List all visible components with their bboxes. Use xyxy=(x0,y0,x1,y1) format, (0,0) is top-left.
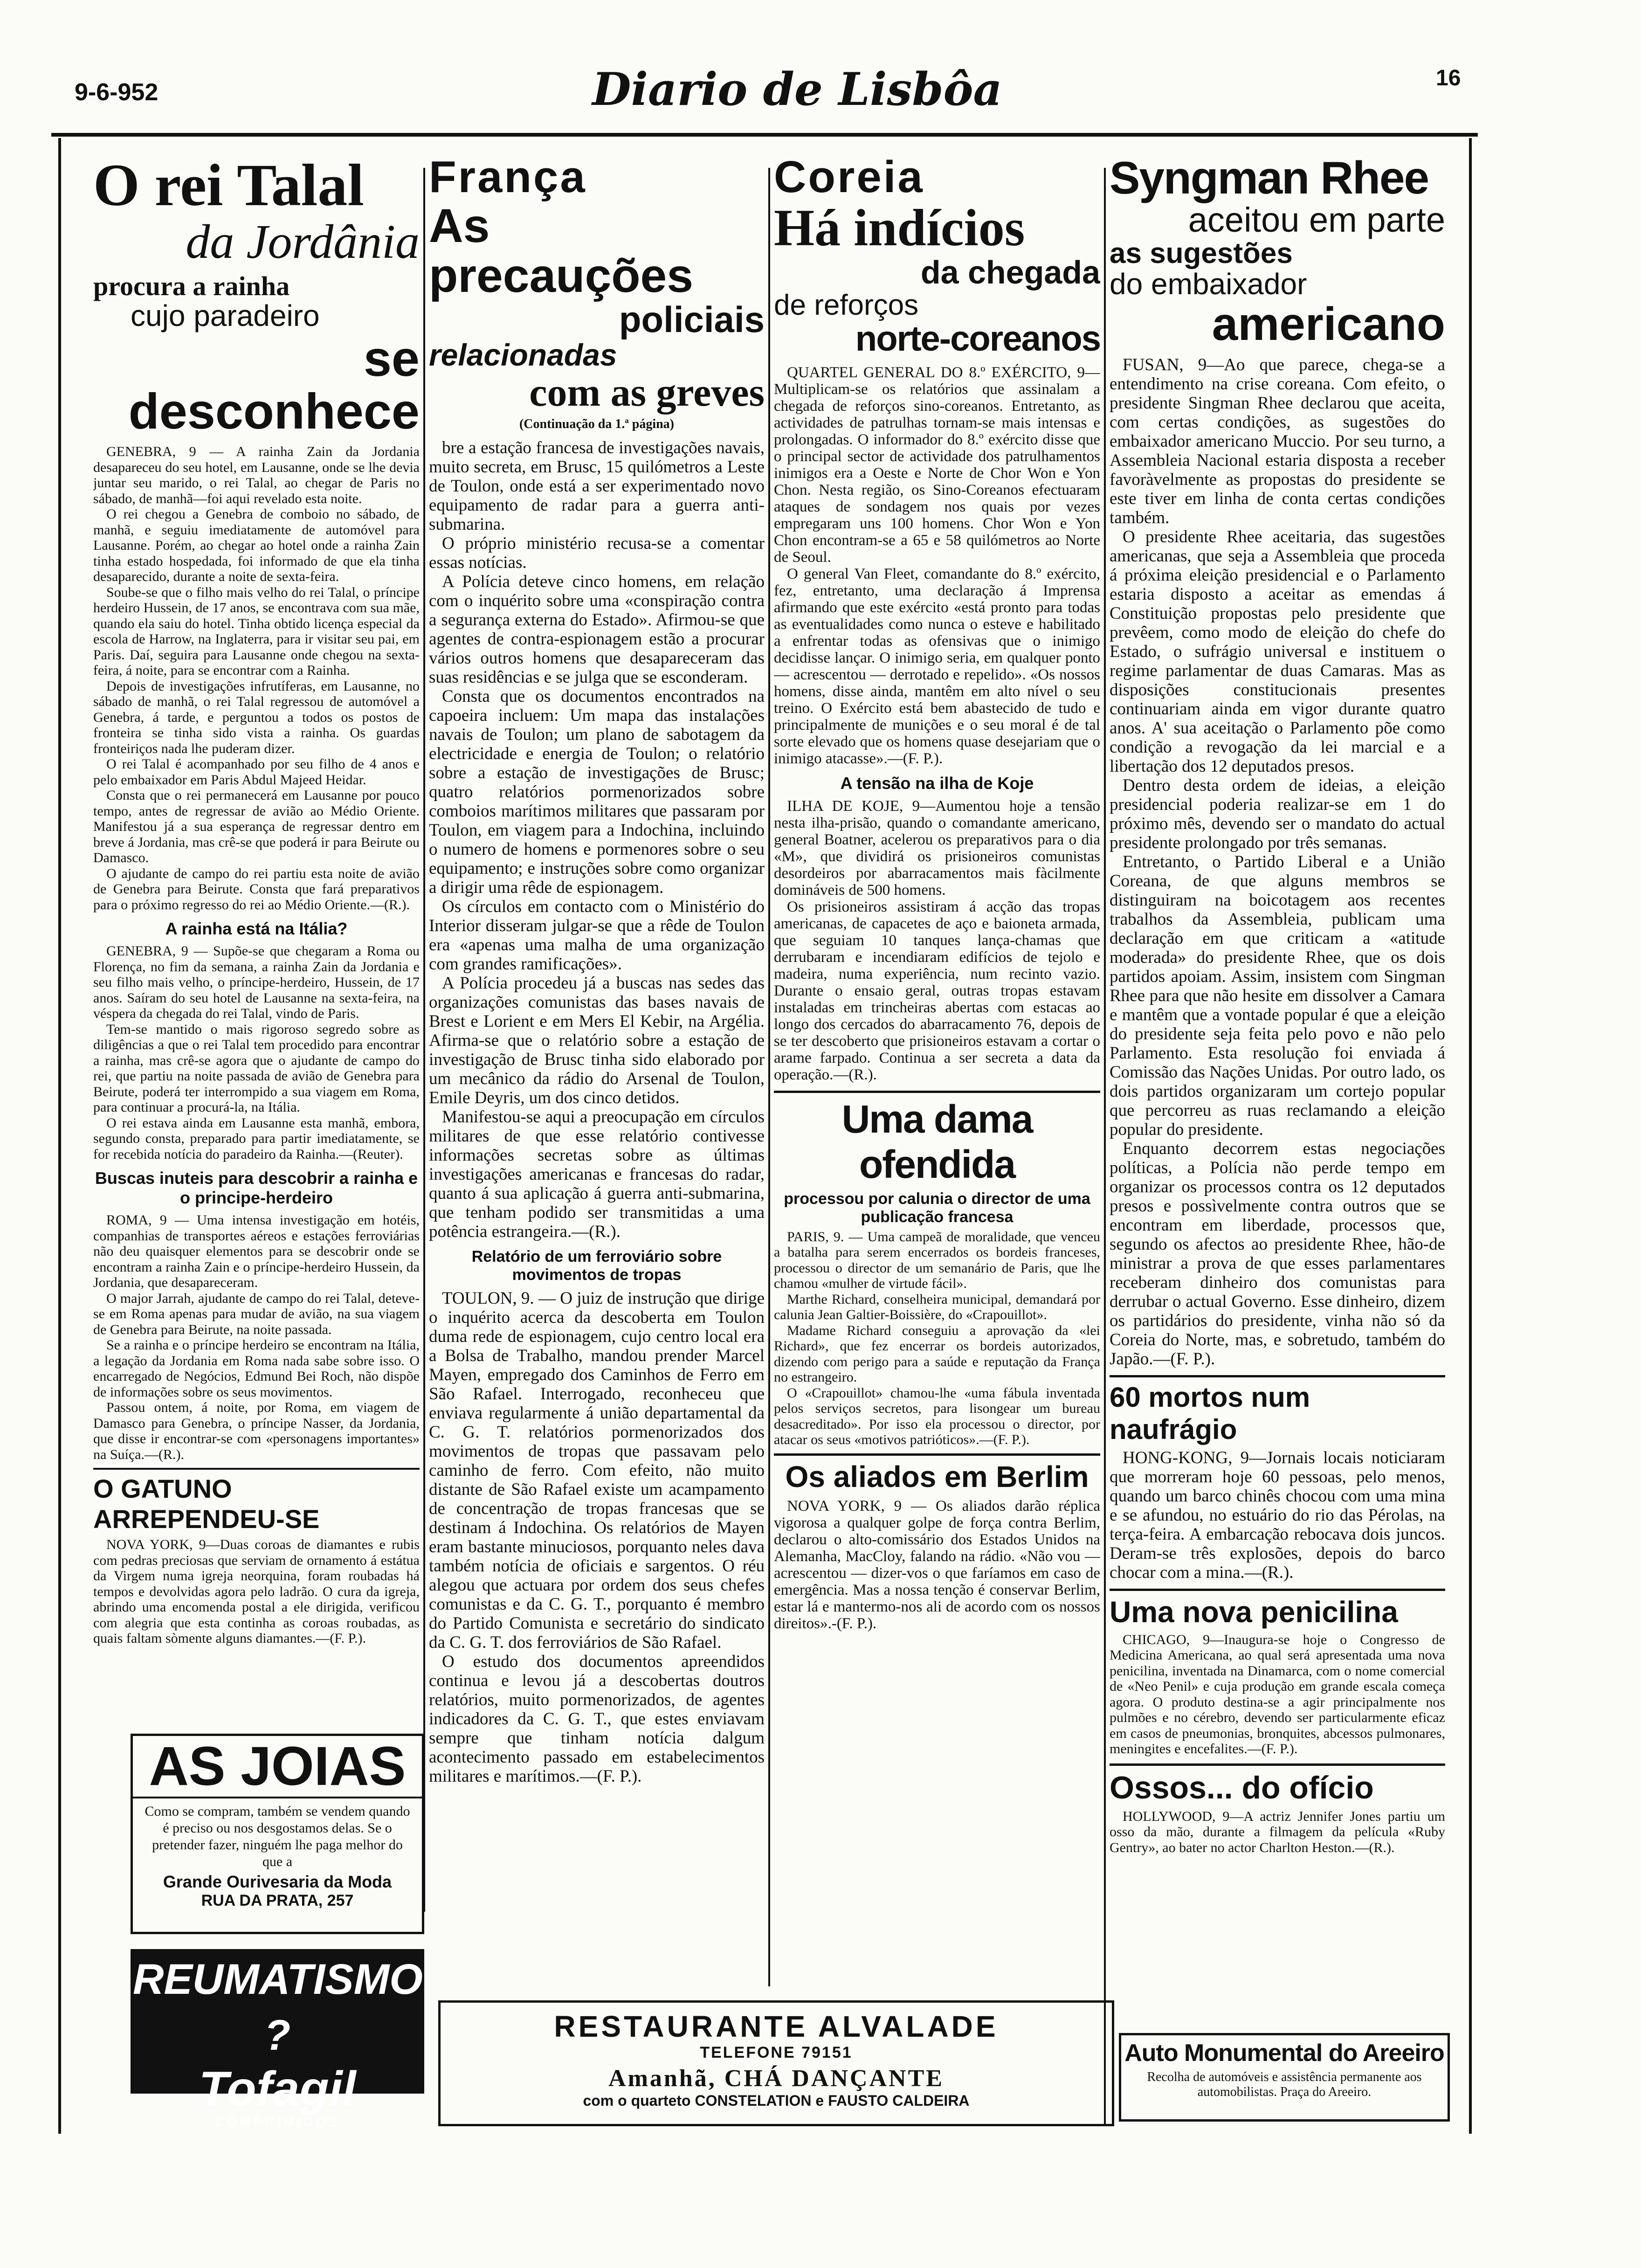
column-divider xyxy=(768,168,770,1986)
page-header xyxy=(0,0,1641,135)
headline-line: aceitou em parte xyxy=(1188,200,1445,239)
article-paragraph: Se a rainha e o príncipe herdeiro se encontram na Itália, a legação da Jordania em Roma nada sabe sobre isso. O encarregado de Negócios, Edmund Bei Roch, não dispõe de informações sobre os seus movimentos. xyxy=(93,1337,420,1400)
article-paragraph: O rei estava ainda em Lausanne esta manhã, embora, segundo consta, preparado para partir imediatamente, se for recebida notícia do paradeiro da Rainha.—(Reuter). xyxy=(93,1115,420,1162)
header-rule xyxy=(51,133,1478,137)
ad-text: Recolha de automóveis e assistência permanente aos automobilistas. Praça do Areeiro. xyxy=(1147,2070,1422,2099)
ad-headline: REUMATISMO ? xyxy=(133,1956,423,2059)
ad-brand: Tofagil xyxy=(199,2062,356,2116)
article-paragraph: O general Van Fleet, comandante do 8.º exército, fez, entretanto, uma declaração á Imprensa afirmando que este exército «está pronto para todas as eventualidades como nunca o esteve e habilitado a enfrentar todas as ofensivas que o inimigo decidisse lançar. O inimigo seria, em qualquer ponto — acrescentou — derrotado e repelido». «Os nossos homens, disse ainda, mantêm em alto nível o seu treino. O Exército está bem abastecido de tudo e principalmente de munições e o seu moral é de tal sorte elevado que os homens quase desejariam que o inimigo atacasse».—(F. P.). xyxy=(774,565,1100,767)
article-paragraph: O estudo dos documentos apreendidos continua e levou já a descobertas doutros relatórios, muito pormenorizados, de agentes indicadores da C. G. T., que estes enviavam sempre que tinham notícia dalgum acontecimento passado em estabelecimentos militares e marítimos.—(F. P.). xyxy=(429,1652,765,1786)
column-divider xyxy=(423,168,425,1912)
masthead: Diario de Lisbôa xyxy=(592,63,1002,116)
headline-line: com as greves xyxy=(529,370,765,415)
box-subtitle: processou por calunia o director de uma publicação francesa xyxy=(784,1189,1090,1226)
headline-line: norte-coreanos xyxy=(855,318,1100,359)
news-box-naufragio xyxy=(1110,1375,1445,1582)
article-paragraph: Tem-se mantido o mais rigoroso segredo sobre as diligências a que o rei Talal tem procedido para encontrar a rainha, mas crê-se agora que o ajudante de campo do rei, que partiu na noite passada de avião de Genebra para Beirute, poderá ter interrompido a sua viagem em Roma, para continuar a procurá-la, na Itália. xyxy=(93,1021,420,1115)
ad-text: Como se compram, também se vendem quando é preciso ou nos desgostamos delas. Se o pretender fazer, ninguém lhe paga melhor do que a xyxy=(145,1804,410,1869)
article-paragraph: Dentro desta ordem de ideias, a eleição presidencial poderia realizar-se em 1 do próximo mês, devendo ser o mandato do actual presidente prolongado por três semanas. xyxy=(1110,775,1445,852)
box-title: 60 mortos num naufrágio xyxy=(1110,1381,1310,1445)
headline-line: policiais xyxy=(619,298,765,340)
headline-line: americano xyxy=(1212,297,1445,350)
ad-shop-name: Grande Ourivesaria da Moda xyxy=(163,1872,392,1891)
headline-line: O rei Talal xyxy=(93,154,364,218)
article-paragraph: Consta que o rei permanecerá em Lausanne por pouco tempo, antes de regressar de avião ao Médio Oriente. Manifestou já a sua esperança de regressar dentro em breve á Jordania, mas crê-se que poderá ir para Beirute ou Damasco. xyxy=(93,788,420,866)
article-paragraph: Entretanto, o Partido Liberal e a União Coreana, de que alguns membros se distinguiram na boicotagem aos recentes trabalhos da Assembleia, publicam uma declaração em que criticam a «atitude moderada» do presidente Rhee, que os dois partidos apoiam. Assim, insistem com Singman Rhee para que não hesite em dissolver a Camara e mantêm que a vontade popular é que a eleição do presidente seja feita pelo povo e não pelo Parlamento. Esta resolução foi enviada á Comissão das Nações Unidas. Por outro lado, os dois partidos organizaram um cortejo popular que percorreu as ruas reclamando a eleição popular do presidente. xyxy=(1110,852,1445,1139)
ad-title: Auto Monumental do Areeiro xyxy=(1124,2040,1444,2067)
ad-auto-monumental-areeiro xyxy=(1119,2033,1450,2122)
column-divider xyxy=(1104,168,1106,2126)
box-title: Os aliados em Berlim xyxy=(785,1459,1089,1494)
article-paragraph: QUARTEL GENERAL DO 8.º EXÉRCITO, 9—Multiplicam-se os relatórios que assinalam a chegada de reforços sino-coreanos. Entretanto, as actividades de patrulhas tornam-se mais intensas e prolongadas. O informador do 8.º exército disse que o principal sector de actividade dos patrulhamentos inimigos era a Oeste e Norte de Chor Won e Yon Chon. Nesta região, os Sino-Coreanos efectuaram ataques de sondagem nos quais por vezes empregaram uns 100 homens. Chor Won e Yon Chon encontram-se a 65 e 58 quilómetros ao Norte de Seoul. xyxy=(774,364,1100,566)
article-paragraph: Passou ontem, á noite, por Roma, em viagem de Damasco para Genebra, o príncipe Nasser, da Jordania, que disse ir encontrar-se com «personagens importantes» na Suíça.—(R.). xyxy=(93,1400,420,1462)
box-paragraph: Marthe Richard, conselheira municipal, demandará por calunia Jean Galtier-Boissière, do «Crapouillot». xyxy=(774,1291,1100,1323)
news-box-penicilina xyxy=(1110,1589,1445,1757)
article-paragraph: A Polícia procedeu já a buscas nas sedes das organizações comunistas das bases navais de Brest e Lorient e em Mers El Kebir, na Argélia. Afirma-se que o relatório sobre a estação de investigação de Brusc tinha sido elaborado por um mecânico da rádio do Arsenal de Toulon, Emile Deyris, um dos cinco detidos. xyxy=(429,974,765,1108)
article-paragraph: FUSAN, 9—Ao que parece, chega-se a entendimento na crise coreana. Com efeito, o presidente Singman Rhee declarou que aceita, com certas condições, as sugestões do embaixador americano Muccio. Por seu turno, a Assembleia Nacional estaria disposta a receber favoràvelmente as propostas do presidente se este tiver em linha de conta certas condições também. xyxy=(1110,355,1445,527)
box-paragraph: NOVA YORK, 9—Duas coroas de diamantes e rubis com pedras preciosas que serviam de ornamento á estátua da Virgem numa igreja neorquina, foram roubadas há tempos e devolvidas agora pelo ladrão. O cura da igreja, abrindo uma encomenda postal a ele dirigida, verificou com alegria que esta continha as coroas roubadas, as quais faltam sòmente alguns diamantes.—(F. P.). xyxy=(93,1537,420,1646)
subheading: A tensão na ilha de Koje xyxy=(840,773,1034,793)
headline-line: da chegada xyxy=(920,254,1100,291)
box-paragraph: NOVA YORK, 9 — Os aliados darão réplica vigorosa a qualquer golpe de força contra Berlim, declarou o alto-comissário dos Estados Unidos na Alemanha, MacCloy, falando na rádio. «Não vou — acrescentou — dizer-vos o que faríamos em caso de emergência. Mas a nossa tenção é conservar Berlim, estar lá e mantermo-nos ali de acordo com os nossos direitos».-(F. P.). xyxy=(774,1497,1100,1632)
headline-line: Há indícios xyxy=(774,199,1025,257)
box-title: Uma nova penicilina xyxy=(1110,1595,1398,1629)
news-box-dama-ofendida xyxy=(774,1091,1100,1448)
article-syngman-rhee xyxy=(1110,154,1445,2103)
news-box-gatuno xyxy=(93,1468,420,1646)
section-kicker: Coreia xyxy=(774,154,924,202)
box-paragraph: CHICAGO, 9—Inaugura-se hoje o Congresso de Medicina Americana, ao qual será apresentada uma nova penicilina, inventada na Dinamarca, com o nome comercial de «Neo Penil» e cuja produção em grande escala começa agora. O produto destina-se a agir principalmente nos pulmões e no cérebro, devendo ser particularmente eficaz em casos de pneumonias, bronquites, abcessos pulmonares, meningites e encefalites.—(F. P.). xyxy=(1110,1632,1445,1757)
box-title: Uma dama ofendida xyxy=(841,1097,1033,1186)
ad-phone: TELEFONE 79151 xyxy=(700,2044,853,2061)
article-paragraph: ILHA DE KOJE, 9—Aumentou hoje a tensão nesta ilha-prisão, quando o comandante americano, general Boatner, acelerou os preparativos para o dia «M», que dividirá os prisioneiros comunistas desordeiros por abarracamentos mais fàcilmente domináveis de 500 homens. xyxy=(774,797,1100,899)
article-paragraph: O presidente Rhee aceitaria, das sugestões americanas, que seja a Assembleia que proceda á próxima eleição presidencial e o Parlamento estaria disposto a aceitar as emendas á Constituição propostas pelo presidente que prevêem, como modo de eleição do chefe do Estado, o sufrágio universal e instituem o regime parlamentar de duas Camaras. Mas as disposições constitucionais presentes continuariam ainda em vigor durante quatro anos. A' sua aceitação o Parlamento põe como condição a revogação da lei marcial e a libertação dos 12 deputados presos. xyxy=(1110,527,1445,776)
news-box-ossos-oficio xyxy=(1110,1763,1445,1856)
box-title: O GATUNO ARREPENDEU-SE xyxy=(93,1474,320,1534)
headline-line: relacionadas xyxy=(429,337,617,372)
headline-line: do embaixador xyxy=(1110,267,1307,301)
article-paragraph: ROMA, 9 — Uma intensa investigação em hotéis, companhias de transportes aéreos e estações ferroviárias não deu quaisquer elementos para se descobrir onde se encontram a rainha Zain e o príncipe-herdeiro Hussein, da Jordania, que desapareceram. xyxy=(93,1212,420,1291)
article-paragraph: O rei chegou a Genebra de comboio no sábado, de manhã, e seguiu imediatamente de automóvel para Lausanne. Porém, ao chegar ao hotel onde a rainha Zain tinha estado hospedada, foi informado de que ela tinha desaparecido, durante a noite de sexta-feira. xyxy=(93,506,420,585)
article-paragraph: Os círculos em contacto com o Ministério do Interior disseram julgar-se que a rêde de Toulon era «apenas uma malha de uma organização com grandes ramificações». xyxy=(429,897,765,974)
article-paragraph: GENEBRA, 9 — Supõe-se que chegaram a Roma ou Florença, no fim da semana, a rainha Zain da Jordania e seu filho mais velho, o príncipe-herdeiro, Hussein, de 17 anos. Saíram do seu hotel de Lausanne na sexta-feira, na véspera da chegada do rei Talal, vindo de Paris. xyxy=(93,943,420,1022)
article-paragraph: GENEBRA, 9 — A rainha Zain da Jordania desapareceu do seu hotel, em Lausanne, onde se lhe devia juntar seu marido, o rei Talal, ao chegar de Paris no sábado, de manhã—foi aqui revelado esta noite. xyxy=(93,444,420,506)
article-paragraph: O rei Talal é acompanhado por seu filho de 4 anos e pelo embaixador em Paris Abdul Majeed Heidar. xyxy=(93,756,420,788)
article-paragraph: Soube-se que o filho mais velho do rei Talal, o príncipe herdeiro Hussein, de 17 anos, se encontrava com sua mãe, quando ela saiu do hotel. Tinha obtido licença especial da escola de Harrow, na Inglaterra, para ir visitar seu pai, em Paris. Daí, seguira para Lausanne onde chegou na sexta-feira, á noite, para se encontrar com a Rainha. xyxy=(93,584,420,678)
ad-as-joias xyxy=(131,1734,424,1934)
ad-reumatismo xyxy=(131,1949,424,2129)
ad-band: com o quarteto CONSTELATION e FAUSTO CALDEIRA xyxy=(583,2092,970,2109)
article-paragraph: Enquanto decorrem estas negociações políticas, a Polícia não perde tempo em organizar os processos contra os 12 deputados presos e possìvelmente contra outros que se encontram em liberdade, processos que, segundo os afectos ao presidente Rhee, hão-de ministrar a prova de que esses parlamentares receberam dinheiro dos comunistas para derrubar o actual Governo. Esse dinheiro, dizem os partidários do presidente, vinha não só da Coreia do Norte, mas, e sobretudo, também do Japão.—(F. P.). xyxy=(1110,1139,1445,1369)
article-paragraph: TOULON, 9. — O juiz de instrução que dirige o inquérito acerca da descoberta em Toulon duma rede de espionagem, cujo centro local era a Bolsa de Trabalho, mandou prender Marcel Mayen, empregado dos Caminhos de Ferro em São Rafael. Interrogado, reconheceu que enviava regularmente á união departamental da C. G. T. relatórios pormenorizados dos movimentos de tropas que passavam pelo caminho de ferro. Com efeito, não muito distante de São Rafael existe um acampamento de concentração de tropas francesas que se destinam á Indochina. Os relatórios de Mayen eram bastante minuciosos, porquanto neles dava também notícia de oficiais e sargentos. O réu alegou que actuara por ordem dos seus chefes comunistas e da C. G. T., porquanto é membro do Partido Comunista e secretário do sindicato da C. G. T. dos ferroviários de São Rafael. xyxy=(429,1289,765,1653)
article-paragraph: Consta que os documentos encontrados na capoeira incluem: Um mapa das instalações navais de Toulon; um plano de sabotagem da electricidade e energia de Toulon; o relatório sobre a estação de investigações de Brusc; quatro relatórios pormenorizados sobre comboios marítimos militares que passaram por Toulon, em viagem para a Indochina, incluindo o numero de homens e pormenores sobre o seu equipamento; e instruções sobre como organizar a dirigir uma rêde de espionagem. xyxy=(429,687,765,898)
headline-line: de reforços xyxy=(774,289,919,321)
box-paragraph: PARIS, 9. — Uma campeã de moralidade, que venceu a batalha para serem encerrados os bordeis franceses, processou o director de um semanário de Paris, que lhe chamou «mulher de virtude fácil». xyxy=(774,1229,1100,1292)
box-title: Ossos... do ofício xyxy=(1110,1770,1374,1805)
article-paragraph: O major Jarrah, ajudante de campo do rei Talal, deteve-se em Roma apenas para mudar de avião, na sua viagem de Genebra para Beirute, na noite passada. xyxy=(93,1290,420,1337)
subheading: Buscas inuteis para descobrir a rainha e o principe-herdeiro xyxy=(95,1169,418,1208)
article-franca xyxy=(429,154,765,1860)
subheading: Relatório de um ferroviário sobre movimentos de tropas xyxy=(471,1248,722,1284)
box-paragraph: HOLLYWOOD, 9—A actriz Jennifer Jones partiu um osso da mão, durante a filmagem da película «Ruby Gentry», ao bater no actor Charlton Heston.—(R.). xyxy=(1110,1808,1445,1855)
article-paragraph: O ajudante de campo do rei partiu esta noite de avião de Genebra para Beirute. Consta que fará preparativos para o próximo regresso do rei ao Médio Oriente.—(R.). xyxy=(93,865,420,913)
headline-line: as sugestões xyxy=(1110,237,1293,270)
ad-address: RUA DA PRATA, 257 xyxy=(201,1892,354,1909)
article-paragraph: Depois de investigações infrutíferas, em Lausanne, no sábado de manhã, o rei Talal regressou de automóvel a Genebra, á tarde, e perguntou a todos os postos de fronteira se tinha sido vista a rainha. Os guardas fronteiriços nada lhe puderam dizer. xyxy=(93,678,420,756)
headline-line: As precauções xyxy=(429,199,693,302)
headline-line: procura a rainha xyxy=(93,270,290,301)
article-paragraph: Os prisioneiros assistiram á acção das tropas americanas, de capacetes de aço e baioneta armada, que seguiam 10 tanques lança-chamas que derrubaram e incendiaram edifícios de tejolo e madeira, numa experiência, num recinto vazio. Durante o ensaio geral, outras tropas estavam instaladas em trincheiras abertas com estacas ao longo dos cercados do abarracamento 76, depois de se ter descoberto que prisioneiros estavam a cortar o arame farpado. Continua a ser secreta a data da operação.—(R.). xyxy=(774,898,1100,1083)
article-coreia xyxy=(774,154,1100,2038)
issue-date: 9-6-952 xyxy=(75,79,159,106)
ad-tag: COMPRIMIDOS xyxy=(214,2115,340,2129)
section-kicker: França xyxy=(429,154,587,202)
box-paragraph: O «Crapouillot» chamou-lhe «uma fábula inventada pelos serviços secretos, para lisongear um bureau desacreditado». Por isso ela processou o director, por atacar os seus «motivos patrióticos».—(F. P.). xyxy=(774,1385,1100,1448)
page-number: 16 xyxy=(1436,66,1461,90)
headline-line: Syngman Rhee xyxy=(1110,154,1428,203)
headline-line: cujo paradeiro xyxy=(131,299,320,333)
headline-line: se desconhece xyxy=(128,330,420,440)
news-box-aliados-berlim xyxy=(774,1453,1100,1632)
box-paragraph: HONG-KONG, 9—Jornais locais noticiaram que morreram hoje 60 pessoas, pelo menos, quando um barco chinês chocou com uma mina e se afundou, no estuário do rio das Pérolas, na terça-feira. A embarcação rebocava dois juncos. Deram-se três explosões, depois do barco chocar com a mina.—(R.). xyxy=(1110,1448,1445,1582)
box-paragraph: Madame Richard conseguiu a aprovação da «lei Richard», que fez encerrar os bordeis autorizados, dizendo com perigo para a saúde e reputação da França no estrangeiro. xyxy=(774,1322,1100,1385)
headline-line: da Jordânia xyxy=(186,215,420,269)
article-paragraph: bre a estação francesa de investigações navais, muito secreta, em Brusc, 15 quilómetros a Leste de Toulon, onde está a ser experimentado novo equipamento de radar para a guerra anti-submarina. xyxy=(429,438,765,534)
article-paragraph: Manifestou-se aqui a preocupação em círculos militares de que esse relatório contivesse informações secretas sobre as últimas investigações americanas e francesas do radar, quanto á sua aplicação á guerra anti-submarina, que tenham podido ser transmitidas a uma potência estrangeira.—(R.). xyxy=(429,1107,765,1242)
continuation-note: (Continuação da 1.ª página) xyxy=(519,417,674,432)
ad-title: AS JOIAS xyxy=(133,1736,422,1798)
ad-event: Amanhã, CHÁ DANÇANTE xyxy=(608,2065,944,2092)
ad-title: RESTAURANTE ALVALADE xyxy=(554,2010,999,2043)
article-paragraph: A Polícia deteve cinco homens, em relação com o inquérito sobre uma «conspiração contra a segurança externa do Estado». Afirmou-se que agentes de contra-espionagem estão a procurar vários outros homens que desapareceram das suas residências e se julga que se esconderam. xyxy=(429,572,765,687)
article-paragraph: O próprio ministério recusa-se a comentar essas notícias. xyxy=(429,534,765,573)
subheading: A rainha está na Itália? xyxy=(165,919,348,939)
